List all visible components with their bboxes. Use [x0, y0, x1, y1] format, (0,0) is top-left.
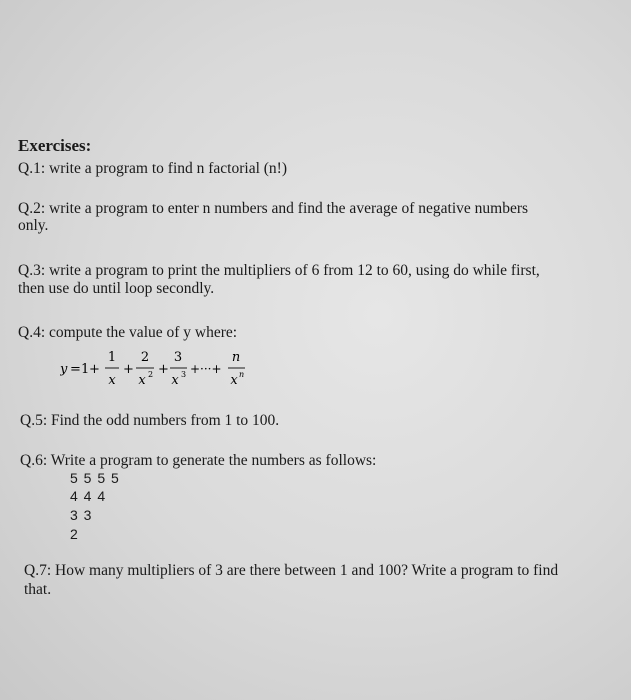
- term3-exponent: 3: [181, 370, 187, 379]
- series-formula-graphic: [60, 346, 260, 392]
- question-5: Q.5: Find the odd numbers from 1 to 100.: [20, 412, 280, 429]
- term2-numerator: 2: [140, 350, 150, 365]
- sequence-row-1: 5 5 5 5: [70, 470, 120, 486]
- term2-denominator: x: [138, 373, 146, 388]
- series-formula: [60, 346, 260, 392]
- formula-plus-2: +: [123, 362, 134, 377]
- question-4: Q.4: compute the value of y where:: [18, 324, 238, 341]
- formula-plus-1: +: [89, 362, 100, 377]
- termn-exponent: n: [239, 370, 245, 379]
- question-3: Q.3: write a program to print the multipliers of 6 from 12 to 60, using do while first,: [18, 262, 540, 279]
- termn-denominator: x: [230, 373, 238, 388]
- question-1: Q.1: write a program to find n factorial (n!): [18, 160, 288, 177]
- question-6: Q.6: Write a program to generate the numbers as follows:: [20, 452, 377, 469]
- exercises-heading: Exercises:: [18, 136, 92, 155]
- formula-equals: =: [70, 362, 81, 377]
- term1-denominator: x: [108, 373, 116, 388]
- sequence-row-3: 3 3: [70, 507, 93, 523]
- question-3-continuation: then use do until loop secondly.: [18, 280, 215, 297]
- sequence-row-4: 2: [70, 526, 79, 542]
- formula-lhs: y: [60, 362, 68, 377]
- question-2: Q.2: write a program to enter n numbers and find the average of negative numbers: [18, 200, 529, 217]
- formula-one: 1: [81, 362, 90, 377]
- formula-ellipsis: +···+: [190, 362, 222, 376]
- term3-numerator: 3: [173, 350, 183, 365]
- term2-exponent: 2: [148, 370, 154, 379]
- question-7-continuation: that.: [24, 581, 52, 598]
- sequence-row-2: 4 4 4: [70, 488, 107, 504]
- formula-plus-3: +: [158, 362, 169, 377]
- term3-denominator: x: [171, 373, 179, 388]
- question-7: Q.7: How many multipliers of 3 are there between 1 and 100? Write a program to find: [24, 562, 559, 579]
- question-2-continuation: only.: [18, 217, 49, 234]
- termn-numerator: n: [231, 350, 241, 365]
- term1-numerator: 1: [107, 350, 117, 365]
